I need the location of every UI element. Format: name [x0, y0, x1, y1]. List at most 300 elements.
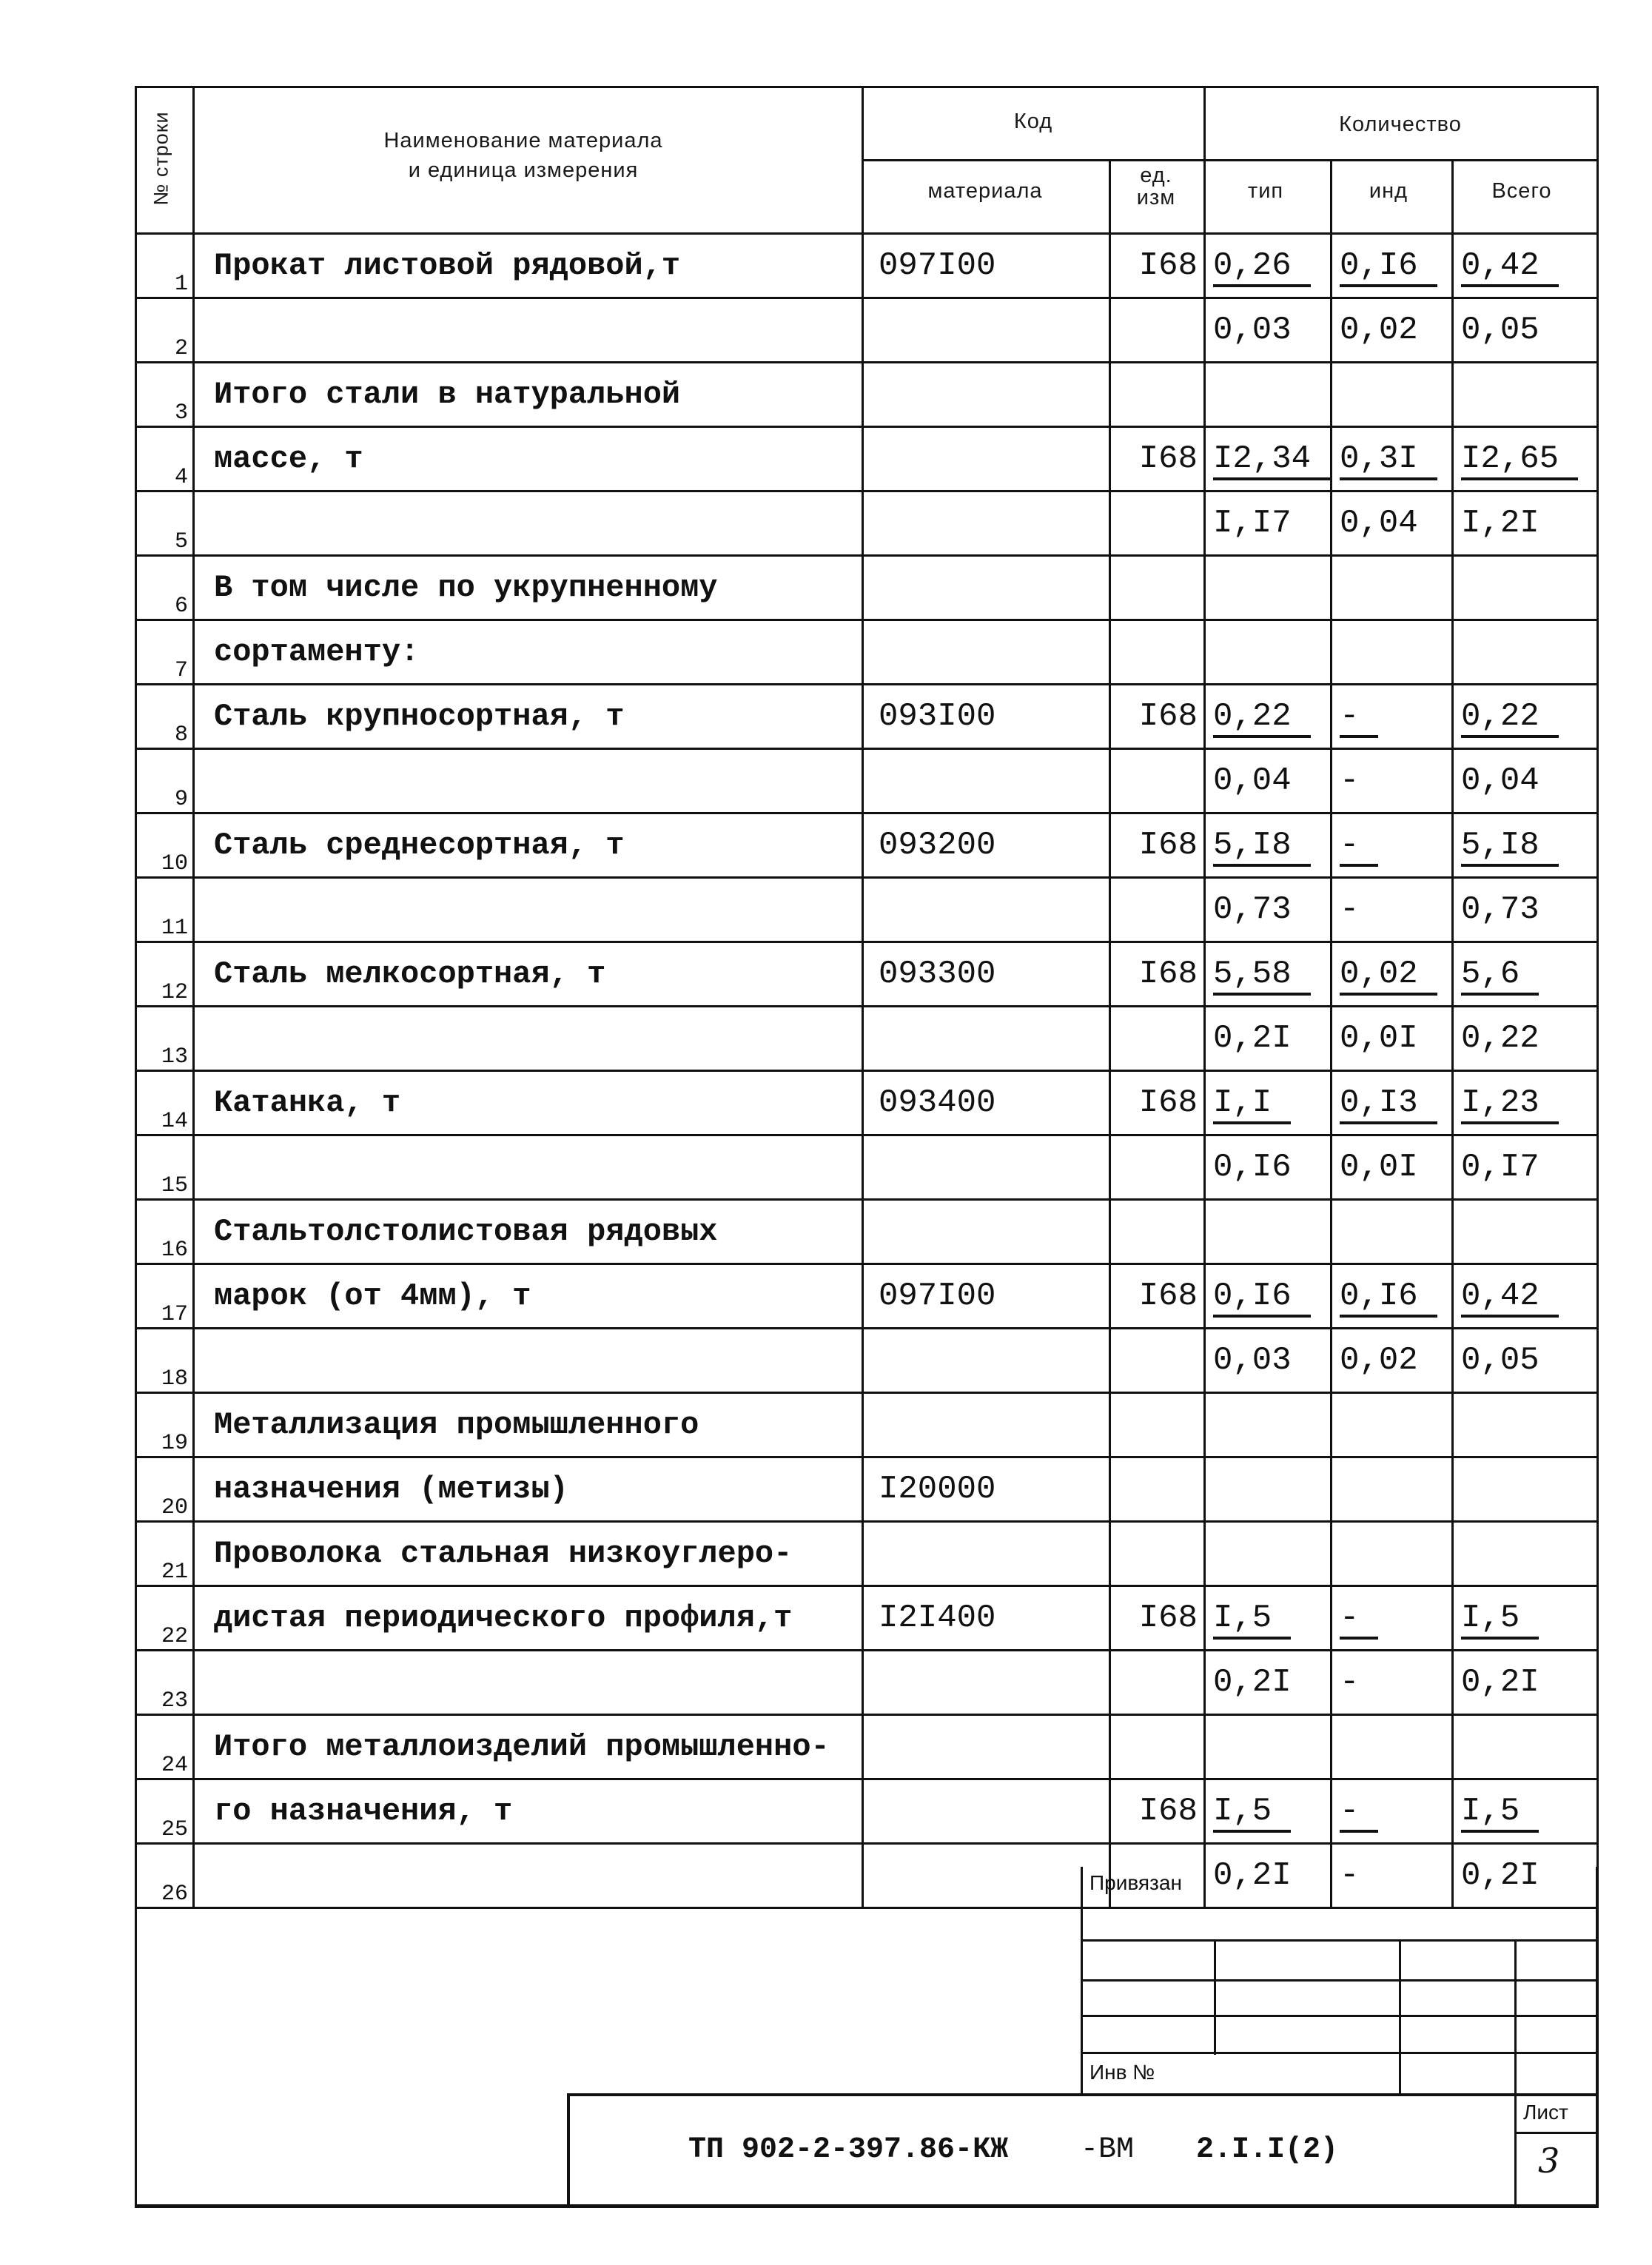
materials-table [135, 86, 1599, 1909]
quantity-total-cell-text: 0,22 [1461, 698, 1559, 738]
quantity-header: Количество [1339, 113, 1462, 136]
unit-code-cell [1110, 363, 1205, 427]
table-row [136, 1264, 1598, 1329]
quantity-type-cell [1205, 234, 1332, 298]
stamp-line [1399, 1939, 1401, 2095]
quantity-ind-cell [1332, 234, 1453, 298]
quantity-total-cell [1453, 813, 1598, 878]
material-name-cell [194, 491, 863, 556]
quantity-ind-cell [1332, 1586, 1453, 1651]
material-name-cell [194, 685, 863, 749]
quantity-ind-cell [1332, 427, 1453, 491]
material-name-cell-text: массе, т [214, 441, 363, 477]
quantity-ind-cell [1332, 813, 1453, 878]
quantity-total-header: Всего [1491, 179, 1552, 203]
row-number-cell [136, 1586, 194, 1651]
quantity-type-cell-text: 0,2I [1213, 1664, 1292, 1701]
row-number-cell-text: 16 [161, 1238, 188, 1263]
material-name-cell [194, 1844, 863, 1908]
material-code-cell [863, 1779, 1110, 1844]
material-code-cell [863, 942, 1110, 1007]
row-number-cell-text: 21 [161, 1560, 188, 1585]
quantity-total-cell-text: 0,2I [1461, 1857, 1539, 1894]
document-designation: ТП 902-2-397.86-КЖ [688, 2133, 1009, 2167]
quantity-total-cell [1453, 427, 1598, 491]
stamp-outer-right [1596, 1867, 1599, 2207]
table-row [136, 427, 1598, 491]
row-number-cell-text: 11 [161, 916, 188, 941]
material-code-cell-text: 093300 [879, 956, 996, 993]
quantity-type-cell [1205, 1329, 1332, 1393]
material-name-cell-text: Прокат листовой рядовой,т [214, 248, 681, 283]
quantity-type-cell [1205, 1457, 1332, 1522]
quantity-type-cell-text: 0,73 [1213, 891, 1292, 928]
quantity-type-cell-text: I,I [1213, 1084, 1291, 1124]
quantity-type-cell [1205, 491, 1332, 556]
table-row [136, 1522, 1598, 1586]
quantity-ind-cell [1332, 620, 1453, 685]
code-material-header-cell [863, 161, 1110, 234]
table-row [136, 1071, 1598, 1135]
quantity-type-cell-text: 0,03 [1213, 312, 1292, 349]
material-name-cell [194, 813, 863, 878]
quantity-ind-cell [1332, 1393, 1453, 1457]
quantity-total-header-cell [1453, 161, 1598, 234]
quantity-ind-cell [1332, 1007, 1453, 1071]
row-number-cell-text: 7 [174, 658, 188, 683]
quantity-ind-cell-text: 0,3I [1340, 440, 1437, 480]
quantity-total-cell [1453, 942, 1598, 1007]
quantity-total-cell [1453, 363, 1598, 427]
quantity-total-cell [1453, 1135, 1598, 1200]
material-name-cell-text: го назначения, т [214, 1793, 513, 1829]
material-name-cell [194, 363, 863, 427]
code-header-cell [863, 87, 1205, 161]
quantity-header-cell [1205, 87, 1598, 161]
table-row [136, 1007, 1598, 1071]
row-number-cell-text: 9 [174, 787, 188, 812]
material-code-cell [863, 1715, 1110, 1779]
quantity-type-cell [1205, 620, 1332, 685]
quantity-ind-cell [1332, 749, 1453, 813]
quantity-total-cell [1453, 1586, 1598, 1651]
row-number-cell [136, 1071, 194, 1135]
quantity-total-cell-text: I,2I [1461, 505, 1539, 542]
quantity-ind-cell-text: - [1340, 698, 1378, 738]
material-code-cell [863, 491, 1110, 556]
sheet-label: Лист [1523, 2101, 1568, 2124]
quantity-type-cell-text: 0,I6 [1213, 1278, 1311, 1318]
row-number-cell [136, 1007, 194, 1071]
quantity-total-cell [1453, 234, 1598, 298]
unit-code-cell [1110, 491, 1205, 556]
quantity-type-header: тип [1247, 179, 1284, 203]
material-code-cell [863, 1007, 1110, 1071]
code-unit-header: ед. изм [1136, 164, 1176, 209]
sheet-number: 3 [1538, 2141, 1560, 2181]
unit-code-cell [1110, 620, 1205, 685]
quantity-type-cell-text: 0,22 [1213, 698, 1311, 738]
stamp-outer-bottom [135, 2204, 1599, 2208]
row-number-cell-text: 2 [174, 336, 188, 361]
row-number-header-cell [136, 87, 194, 234]
material-name-cell [194, 749, 863, 813]
quantity-type-cell-text: I,5 [1213, 1793, 1291, 1833]
unit-code-cell [1110, 1071, 1205, 1135]
material-name-cell [194, 1586, 863, 1651]
quantity-total-cell-text: 0,05 [1461, 312, 1539, 349]
unit-code-cell [1110, 1715, 1205, 1779]
row-number-cell-text: 19 [161, 1431, 188, 1456]
unit-code-cell [1110, 1393, 1205, 1457]
quantity-type-cell [1205, 363, 1332, 427]
material-code-cell [863, 234, 1110, 298]
quantity-type-cell-text: I,I7 [1213, 505, 1292, 542]
material-name-cell [194, 1200, 863, 1264]
material-name-cell [194, 1071, 863, 1135]
name-header-cell [194, 87, 863, 234]
quantity-ind-cell-text: - [1340, 1600, 1378, 1640]
quantity-ind-header-cell [1332, 161, 1453, 234]
table-row [136, 1200, 1598, 1264]
material-name-cell-text: Итого металлоизделий промышленно- [214, 1729, 830, 1765]
material-name-cell-text: назначения (метизы) [214, 1472, 568, 1507]
unit-code-cell-text: I68 [1138, 1793, 1198, 1830]
table-row [136, 1457, 1598, 1522]
quantity-total-cell [1453, 1393, 1598, 1457]
unit-code-cell [1110, 1200, 1205, 1264]
material-name-cell-text: Сталь крупносортная, т [214, 699, 625, 734]
table-row [136, 1393, 1598, 1457]
material-name-cell-text: Металлизация промышленного [214, 1407, 699, 1443]
quantity-type-cell [1205, 1135, 1332, 1200]
unit-code-cell [1110, 1522, 1205, 1586]
quantity-type-cell [1205, 556, 1332, 620]
unit-code-cell-text: I68 [1138, 956, 1198, 993]
row-number-cell [136, 1264, 194, 1329]
row-number-cell-text: 13 [161, 1044, 188, 1070]
table-row [136, 234, 1598, 298]
quantity-ind-cell [1332, 1457, 1453, 1522]
material-name-cell [194, 1264, 863, 1329]
material-name-cell-text: Сталь среднесортная, т [214, 828, 625, 863]
material-name-cell [194, 1329, 863, 1393]
quantity-total-cell [1453, 1200, 1598, 1264]
table-row [136, 363, 1598, 427]
quantity-total-cell [1453, 749, 1598, 813]
row-number-cell [136, 878, 194, 942]
quantity-total-cell [1453, 298, 1598, 363]
quantity-total-cell-text: 0,22 [1461, 1020, 1539, 1057]
table-row [136, 1715, 1598, 1779]
table-row [136, 620, 1598, 685]
code-header: Код [1013, 110, 1053, 133]
quantity-total-cell [1453, 1522, 1598, 1586]
table-row [136, 298, 1598, 363]
quantity-total-cell [1453, 1071, 1598, 1135]
material-name-cell [194, 234, 863, 298]
material-code-cell-text: I2I400 [879, 1600, 996, 1637]
material-name-cell [194, 1135, 863, 1200]
quantity-total-cell-text: 0,42 [1461, 247, 1559, 287]
table-row [136, 813, 1598, 878]
unit-code-cell [1110, 942, 1205, 1007]
quantity-total-cell [1453, 1264, 1598, 1329]
row-number-cell [136, 685, 194, 749]
quantity-ind-cell-text: 0,04 [1340, 505, 1418, 542]
unit-code-cell-text: I68 [1138, 698, 1198, 735]
row-number-cell-text: 8 [174, 722, 188, 748]
unit-code-cell [1110, 1329, 1205, 1393]
quantity-ind-cell [1332, 491, 1453, 556]
quantity-ind-cell-text: 0,02 [1340, 956, 1437, 996]
material-name-cell [194, 556, 863, 620]
quantity-ind-cell-text: - [1340, 1664, 1360, 1701]
quantity-type-cell [1205, 1779, 1332, 1844]
row-number-cell-text: 24 [161, 1753, 188, 1778]
table-row [136, 685, 1598, 749]
quantity-ind-cell [1332, 1329, 1453, 1393]
quantity-ind-cell [1332, 685, 1453, 749]
quantity-type-cell [1205, 813, 1332, 878]
row-number-cell-text: 25 [161, 1817, 188, 1842]
material-name-cell [194, 1715, 863, 1779]
material-code-cell [863, 1135, 1110, 1200]
row-number-header-label: № строки [150, 111, 172, 206]
row-number-cell [136, 749, 194, 813]
quantity-ind-cell [1332, 1264, 1453, 1329]
code-material-header: материала [927, 179, 1043, 203]
stamp-line [1081, 1979, 1597, 1982]
row-number-cell-text: 12 [161, 980, 188, 1005]
quantity-total-cell-text: I2,65 [1461, 440, 1578, 480]
material-code-cell [863, 1200, 1110, 1264]
stamp-line [1081, 2052, 1597, 2054]
row-number-cell-text: 20 [161, 1495, 188, 1520]
quantity-type-cell [1205, 427, 1332, 491]
material-code-cell [863, 1522, 1110, 1586]
quantity-total-cell [1453, 491, 1598, 556]
material-code-cell [863, 620, 1110, 685]
document-mark: -ВМ [1081, 2133, 1135, 2167]
material-name-cell-text: Катанка, т [214, 1085, 401, 1121]
quantity-ind-cell [1332, 1779, 1453, 1844]
material-code-cell-text: 097I00 [879, 1278, 996, 1315]
material-code-cell [863, 1071, 1110, 1135]
quantity-ind-cell-text: - [1340, 827, 1378, 867]
code-unit-header-cell [1110, 161, 1205, 234]
material-name-cell-text: Итого стали в натуральной [214, 377, 681, 412]
quantity-ind-cell [1332, 878, 1453, 942]
quantity-ind-cell [1332, 298, 1453, 363]
quantity-ind-cell [1332, 1651, 1453, 1715]
row-number-cell [136, 1200, 194, 1264]
row-number-cell-text: 3 [174, 400, 188, 426]
unit-code-cell [1110, 685, 1205, 749]
quantity-total-cell-text: I,5 [1461, 1600, 1539, 1640]
unit-code-cell [1110, 1007, 1205, 1071]
quantity-ind-cell [1332, 1200, 1453, 1264]
quantity-total-cell [1453, 1007, 1598, 1071]
stamp-line [1514, 1939, 1517, 2095]
row-number-cell [136, 942, 194, 1007]
row-number-cell-text: 5 [174, 529, 188, 554]
material-code-cell [863, 878, 1110, 942]
quantity-total-cell [1453, 1651, 1598, 1715]
quantity-ind-cell [1332, 1071, 1453, 1135]
quantity-total-cell [1453, 620, 1598, 685]
quantity-total-cell-text: 0,2I [1461, 1664, 1539, 1701]
quantity-type-cell [1205, 942, 1332, 1007]
quantity-ind-cell-text: 0,0I [1340, 1020, 1418, 1057]
quantity-total-cell-text: 0,05 [1461, 1342, 1539, 1379]
quantity-type-cell [1205, 749, 1332, 813]
unit-code-cell [1110, 427, 1205, 491]
unit-code-cell [1110, 1586, 1205, 1651]
quantity-type-cell [1205, 1586, 1332, 1651]
row-number-cell [136, 491, 194, 556]
quantity-type-cell-text: 5,I8 [1213, 827, 1311, 867]
quantity-total-cell [1453, 1329, 1598, 1393]
quantity-type-cell-text: I2,34 [1213, 440, 1330, 480]
row-number-cell-text: 6 [174, 594, 188, 619]
row-number-cell-text: 23 [161, 1688, 188, 1714]
quantity-ind-cell-text: - [1340, 1857, 1360, 1894]
row-number-cell [136, 813, 194, 878]
row-number-cell-text: 1 [174, 272, 188, 297]
quantity-type-cell-text: 0,04 [1213, 762, 1292, 799]
material-code-cell [863, 363, 1110, 427]
unit-code-cell [1110, 234, 1205, 298]
quantity-type-cell-text: 0,I6 [1213, 1149, 1292, 1186]
quantity-ind-cell-text: 0,I6 [1340, 1278, 1437, 1318]
row-number-cell [136, 427, 194, 491]
table-row [136, 491, 1598, 556]
quantity-type-cell-text: 0,03 [1213, 1342, 1292, 1379]
quantity-type-cell [1205, 1071, 1332, 1135]
sheet-cell-left [1514, 2093, 1517, 2207]
material-code-cell-text: 097I00 [879, 247, 996, 284]
material-code-cell [863, 427, 1110, 491]
row-number-cell [136, 1522, 194, 1586]
material-code-cell [863, 1586, 1110, 1651]
row-number-cell [136, 1715, 194, 1779]
quantity-total-cell [1453, 878, 1598, 942]
stamp-line [1081, 2015, 1597, 2017]
material-code-cell [863, 1393, 1110, 1457]
row-number-cell-text: 10 [161, 851, 188, 876]
material-name-cell-text: Сталь мелкосортная, т [214, 956, 606, 992]
row-number-cell [136, 1393, 194, 1457]
material-code-cell [863, 1457, 1110, 1522]
quantity-total-cell-text: I,5 [1461, 1793, 1539, 1833]
quantity-ind-header: инд [1369, 179, 1408, 203]
quantity-ind-cell-text: 0,02 [1340, 1342, 1418, 1379]
row-number-cell [136, 1651, 194, 1715]
table-row [136, 1844, 1598, 1908]
row-number-cell [136, 556, 194, 620]
row-number-cell-text: 18 [161, 1366, 188, 1392]
material-code-cell-text: 093I00 [879, 698, 996, 735]
row-number-cell [136, 298, 194, 363]
material-name-cell [194, 620, 863, 685]
quantity-total-cell [1453, 1779, 1598, 1844]
quantity-type-cell [1205, 1715, 1332, 1779]
unit-code-cell-text: I68 [1138, 247, 1198, 284]
unit-code-cell-text: I68 [1138, 827, 1198, 864]
material-name-cell-text: Проволока стальная низкоуглеро- [214, 1536, 793, 1571]
table-row [136, 1779, 1598, 1844]
material-code-cell-text: I20000 [879, 1471, 996, 1508]
unit-code-cell [1110, 1135, 1205, 1200]
unit-code-cell [1110, 878, 1205, 942]
quantity-total-cell [1453, 1844, 1598, 1908]
row-number-cell [136, 1779, 194, 1844]
table-row [136, 1586, 1598, 1651]
material-code-cell-text: 093400 [879, 1084, 996, 1121]
material-code-cell [863, 685, 1110, 749]
quantity-ind-cell-text: 0,I3 [1340, 1084, 1437, 1124]
table-row [136, 1329, 1598, 1393]
row-number-cell [136, 1135, 194, 1200]
quantity-type-cell-text: 0,26 [1213, 247, 1311, 287]
quantity-total-cell-text: 0,73 [1461, 891, 1539, 928]
material-name-cell [194, 878, 863, 942]
table-row [136, 1651, 1598, 1715]
quantity-ind-cell [1332, 1135, 1453, 1200]
quantity-type-cell [1205, 1200, 1332, 1264]
row-number-cell [136, 620, 194, 685]
quantity-total-cell [1453, 556, 1598, 620]
quantity-ind-cell [1332, 556, 1453, 620]
quantity-type-cell-text: 5,58 [1213, 956, 1311, 996]
material-name-cell-text: Стальтолстолистовая рядовых [214, 1214, 718, 1249]
unit-code-cell [1110, 813, 1205, 878]
quantity-type-cell-text: I,5 [1213, 1600, 1291, 1640]
quantity-ind-cell-text: - [1340, 891, 1360, 928]
stamp-outer-left [135, 1867, 137, 2206]
material-name-cell [194, 1522, 863, 1586]
quantity-ind-cell-text: 0,0I [1340, 1149, 1418, 1186]
row-number-cell-text: 14 [161, 1109, 188, 1134]
quantity-ind-cell [1332, 1715, 1453, 1779]
material-name-cell-text: В том числе по укрупненному [214, 570, 718, 605]
material-name-cell [194, 1007, 863, 1071]
material-name-cell [194, 1651, 863, 1715]
row-number-cell [136, 1329, 194, 1393]
material-name-cell [194, 1457, 863, 1522]
material-code-cell [863, 298, 1110, 363]
unit-code-cell-text: I68 [1138, 1278, 1198, 1315]
material-code-cell [863, 1651, 1110, 1715]
row-number-cell [136, 1457, 194, 1522]
quantity-ind-cell [1332, 363, 1453, 427]
quantity-total-cell-text: 0,I7 [1461, 1149, 1539, 1186]
material-name-cell [194, 1393, 863, 1457]
stamp-linked-label: Привязан [1089, 1871, 1182, 1894]
table-row [136, 878, 1598, 942]
quantity-total-cell-text: 5,6 [1461, 956, 1539, 996]
quantity-total-cell-text: 0,42 [1461, 1278, 1559, 1318]
material-code-cell [863, 556, 1110, 620]
row-number-cell [136, 234, 194, 298]
unit-code-cell [1110, 1457, 1205, 1522]
quantity-ind-cell-text: - [1340, 762, 1360, 799]
row-number-cell-text: 22 [161, 1624, 188, 1649]
quantity-type-cell [1205, 878, 1332, 942]
quantity-ind-cell [1332, 942, 1453, 1007]
row-number-cell-text: 15 [161, 1173, 188, 1198]
